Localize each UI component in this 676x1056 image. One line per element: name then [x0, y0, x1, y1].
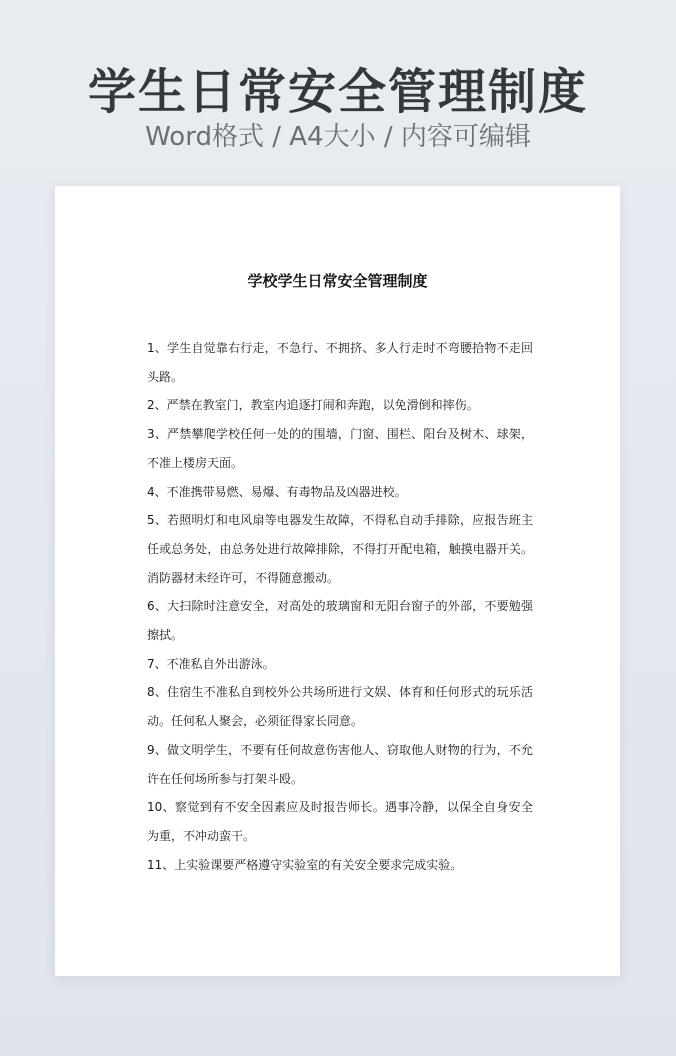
banner-title: 学生日常安全管理制度 — [87, 64, 588, 120]
rule-item: 3、严禁攀爬学校任何一处的的围墙，门窗、围栏、阳台及树木、球架，不准上楼房天面。 — [147, 427, 533, 470]
rule-item: 1、学生自觉靠右行走，不急行、不拥挤、多人行走时不弯腰拾物不走回头路。 — [147, 341, 533, 384]
rule-item: 2、严禁在教室门，教室内追逐打闹和奔跑，以免滑倒和摔伤。 — [147, 398, 479, 413]
rule-item: 8、住宿生不准私自到校外公共场所进行文娱、体育和任何形式的玩乐活动。任何私人聚会，必须征得家长同意。 — [147, 685, 533, 729]
rule-item: 7、不准私自外出游泳。 — [147, 656, 275, 671]
rule-item: 5、若照明灯和电风扇等电器发生故障，不得私自动手排除，应报告班主任或总务处，由总务处进行故障排除，不得打开配电箱，触摸电器开关。消防器材未经许可，不得随意搬动。 — [147, 513, 533, 585]
document-body — [147, 334, 533, 879]
document-title: 学校学生日常安全管理制度 — [247, 272, 428, 290]
rule-item: 10、察觉到有不安全因素应及时报告师长。遇事冷静，以保全自身安全为重，不冲动蛮干。 — [147, 800, 533, 843]
rule-item: 6、大扫除时注意安全，对高处的玻璃窗和无阳台窗子的外部，不要勉强擦拭。 — [147, 599, 533, 643]
rule-item: 11、上实验课要严格遵守实验室的有关安全要求完成实验。 — [147, 857, 463, 872]
rule-item: 9、做文明学生，不要有任何故意伤害他人、窃取他人财物的行为，不允许在任何场所参与打架斗殴。 — [147, 742, 533, 786]
rule-item: 4、不准携带易燃、易爆、有毒物品及凶器进校。 — [147, 484, 407, 499]
banner-subtitle: Word格式 / A4大小 / 内容可编辑 — [145, 122, 531, 152]
document-page — [55, 186, 620, 976]
